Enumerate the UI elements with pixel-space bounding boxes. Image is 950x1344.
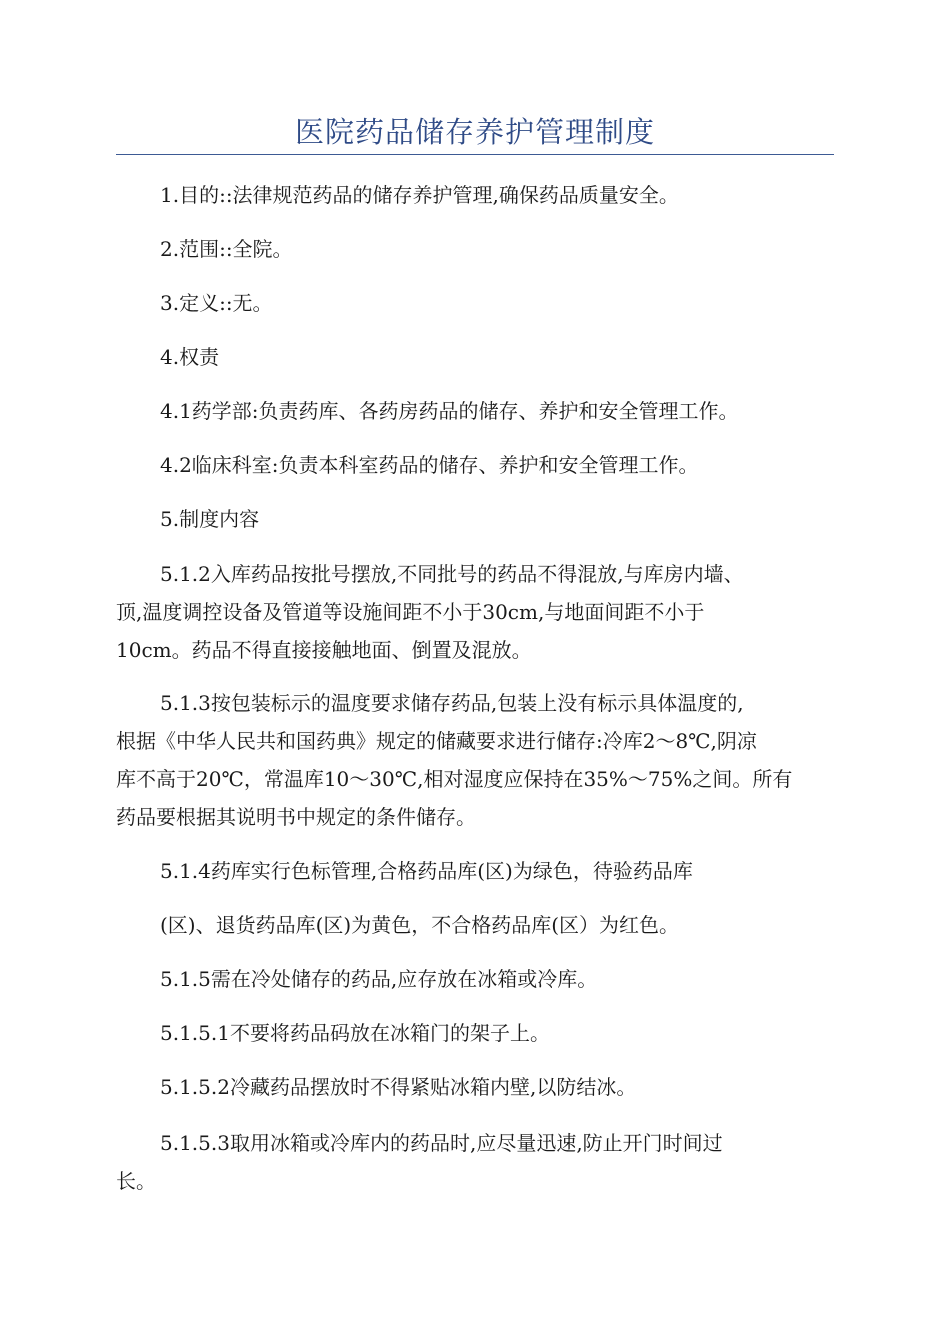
paragraph-responsibility-heading (116, 338, 834, 376)
text-line: 5.1.5.1不要将药品码放在冰箱门的架子上。 (160, 1021, 550, 1045)
paragraph-5-1-3 (116, 684, 834, 836)
paragraph-5-1-5-2 (116, 1068, 834, 1106)
text-line: 长。 (116, 1169, 156, 1193)
text-line: 5.1.3按包装标示的温度要求储存药品,包装上没有标示具体温度的, (160, 691, 744, 715)
text-line: 4.1药学部:负责药库、各药房药品的储存、养护和安全管理工作。 (160, 399, 739, 423)
text-line: 5.1.5.2冷藏药品摆放时不得紧贴冰箱内壁,以防结冰。 (160, 1075, 637, 1099)
paragraph-5-1-4 (116, 852, 834, 890)
text-line: 5.1.5需在冷处储存的药品,应存放在冰箱或冷库。 (160, 967, 598, 991)
text-line: 10cm。药品不得直接接触地面、倒置及混放。 (116, 638, 532, 662)
text-line: 顶,温度调控设备及管道等设施间距不小于30cm,与地面间距不小于 (116, 600, 705, 624)
paragraph-definition (116, 284, 834, 322)
paragraph-5-1-5-1 (116, 1014, 834, 1052)
paragraph-purpose (116, 176, 834, 214)
paragraph-5-1-4-continued (116, 906, 834, 944)
paragraph-5-1-5 (116, 960, 834, 998)
text-line: 库不高于20℃，常温库10～30℃,相对湿度应保持在35%～75%之间。所有 (116, 767, 793, 791)
text-line: 4.2临床科室:负责本科室药品的储存、养护和安全管理工作。 (160, 453, 699, 477)
text-line: 4.权责 (160, 345, 220, 369)
text-line: (区)、退货药品库(区)为黄色，不合格药品库(区）为红色。 (160, 913, 680, 937)
text-line: 5.制度内容 (160, 507, 260, 531)
text-line: 药品要根据其说明书中规定的条件储存。 (116, 805, 476, 829)
paragraph-pharmacy-dept (116, 392, 834, 430)
paragraph-scope (116, 230, 834, 268)
text-line: 5.1.4药库实行色标管理,合格药品库(区)为绿色，待验药品库 (160, 859, 693, 883)
text-line: 根据《中华人民共和国药典》规定的储藏要求进行储存:冷库2～8℃,阴凉 (116, 729, 757, 753)
paragraph-5-1-2 (116, 555, 834, 669)
text-line: 1.目的::法律规范药品的储存养护管理,确保药品质量安全。 (160, 183, 679, 207)
text-line: 5.1.5.3取用冰箱或冷库内的药品时,应尽量迅速,防止开门时间过 (160, 1131, 723, 1155)
paragraph-5-1-5-3 (116, 1124, 834, 1200)
text-line: 2.范围::全院。 (160, 237, 293, 261)
text-line: 5.1.2入库药品按批号摆放,不同批号的药品不得混放,与库房内墙、 (160, 562, 744, 586)
paragraph-clinical-dept (116, 446, 834, 484)
text-line: 3.定义::无。 (160, 291, 273, 315)
document-title: 医院药品储存养护管理制度 (294, 115, 655, 149)
title-underline (116, 154, 834, 155)
paragraph-content-heading (116, 500, 834, 538)
